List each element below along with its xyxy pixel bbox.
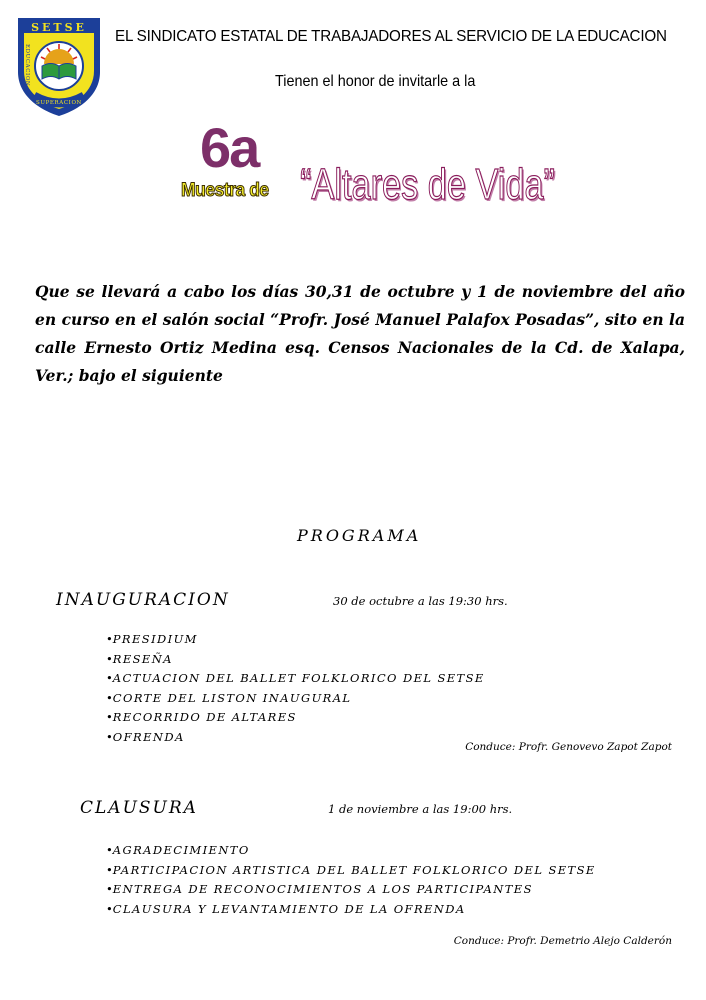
list-item: • PRESIDIUM (106, 630, 485, 650)
event-name: “Altares de Vida” (300, 160, 555, 209)
section-title-clausura: CLAUSURA (80, 798, 198, 818)
inauguracion-item-list (106, 630, 485, 747)
list-item: • PARTICIPACION ARTISTICA DEL BALLET FOLKLORICO DEL SETSE (106, 861, 596, 881)
svg-text:Y PATRIA: Y PATRIA (92, 44, 98, 76)
list-item: • CORTE DEL LISTON INAUGURAL (106, 689, 485, 709)
intro-paragraph: Que se llevará a cabo los días 30,31 de octubre y 1 de noviembre del año en curso en el salón social “Profr. José Manuel Palafox Posadas”, sito en la calle Ernesto Ortiz Medina esq. Censos Nacionales de la Cd. de Xalapa, Ver.; bajo el siguiente (35, 282, 685, 385)
svg-text:SUPERACION: SUPERACION (36, 100, 82, 106)
edition-number: 6a (200, 116, 259, 179)
section-title-inauguracion: INAUGURACION (56, 590, 230, 610)
section-date-clausura: 1 de noviembre a las 19:00 hrs. (328, 802, 513, 816)
svg-text:EDUCACION: EDUCACION (24, 44, 30, 87)
program-heading: PROGRAMA (297, 526, 422, 545)
setse-logo-icon (14, 14, 104, 118)
list-item: • ENTREGA DE RECONOCIMIENTOS A LOS PARTICIPANTES (106, 880, 596, 900)
union-title: EL SINDICATO ESTATAL DE TRABAJADORES AL SERVICIO DE LA EDUCACION (115, 28, 667, 45)
event-prefix: Muestra de (181, 180, 269, 201)
conduce-inauguracion: Conduce: Profr. Genovevo Zapot Zapot (465, 741, 672, 753)
list-item: • ACTUACION DEL BALLET FOLKLORICO DEL SETSE (106, 669, 485, 689)
clausura-item-list (106, 841, 596, 919)
list-item: • OFRENDA (106, 728, 485, 748)
invitation-subtitle: Tienen el honor de invitarle a la (275, 73, 476, 90)
list-item: • RECORRIDO DE ALTARES (106, 708, 485, 728)
conduce-clausura: Conduce: Profr. Demetrio Alejo Calderón (453, 935, 672, 947)
list-item: • RESEÑA (106, 650, 485, 670)
section-date-inauguracion: 30 de octubre a las 19:30 hrs. (333, 594, 508, 608)
list-item: • AGRADECIMIENTO (106, 841, 596, 861)
list-item: • CLAUSURA Y LEVANTAMIENTO DE LA OFRENDA (106, 900, 596, 920)
svg-text:SETSE: SETSE (31, 21, 87, 34)
